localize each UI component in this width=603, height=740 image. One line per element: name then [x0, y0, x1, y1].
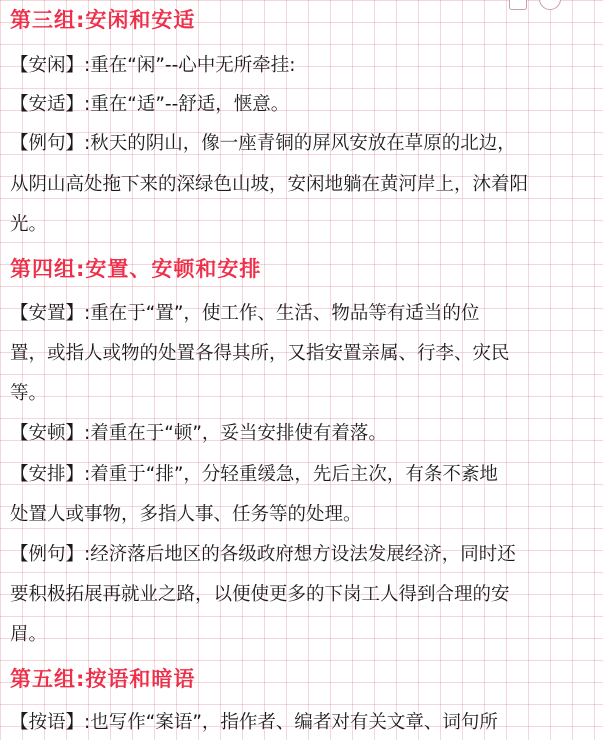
text-line: 眉。 [10, 624, 48, 645]
section-heading-3: 第三组:安闲和安适 [10, 8, 196, 32]
text-line: 【按语】:也写作“案语”，指作者、编者对有关文章、词句所 [10, 712, 498, 733]
text-line: 【安闲】:重在“闲”--心中无所牵挂: [10, 55, 296, 76]
top-toolbar [509, 0, 561, 10]
text-line: 要积极拓展再就业之路，以便使更多的下岗工人得到合理的安 [10, 584, 510, 605]
text-line: 从阴山高处拖下来的深绿色山坡，安闲地躺在黄河岸上，沐着阳 [10, 174, 529, 195]
text-line: 【例句】:秋天的阴山，像一座青铜的屏风安放在草原的北边， [10, 133, 516, 154]
section-heading-5: 第五组:按语和暗语 [10, 667, 196, 691]
share-icon[interactable] [509, 0, 527, 10]
section-heading-4: 第四组:安置、安顿和安排 [10, 257, 262, 281]
text-line: 等。 [10, 383, 48, 404]
text-line: 光。 [10, 214, 48, 235]
text-line: 置，或指人或物的处置各得其所，又指安置亲属、行李、灾民 [10, 343, 510, 364]
text-line: 处置人或事物，多指人事、任务等的处理。 [10, 504, 362, 525]
text-line: 【安置】:重在于“置”，使工作、生活、物品等有适当的位 [10, 303, 480, 324]
text-line: 【安排】:着重于“排”，分轻重缓急，先后主次，有条不紊地 [10, 464, 498, 485]
text-line: 【安顿】:着重在于“顿”，妥当安排使有着落。 [10, 423, 387, 444]
text-line: 【例句】:经济落后地区的各级政府想方设法发展经济，同时还 [10, 544, 516, 565]
more-icon[interactable] [539, 0, 561, 10]
text-line: 【安适】:重在“适”--舒适，惬意。 [10, 94, 290, 115]
